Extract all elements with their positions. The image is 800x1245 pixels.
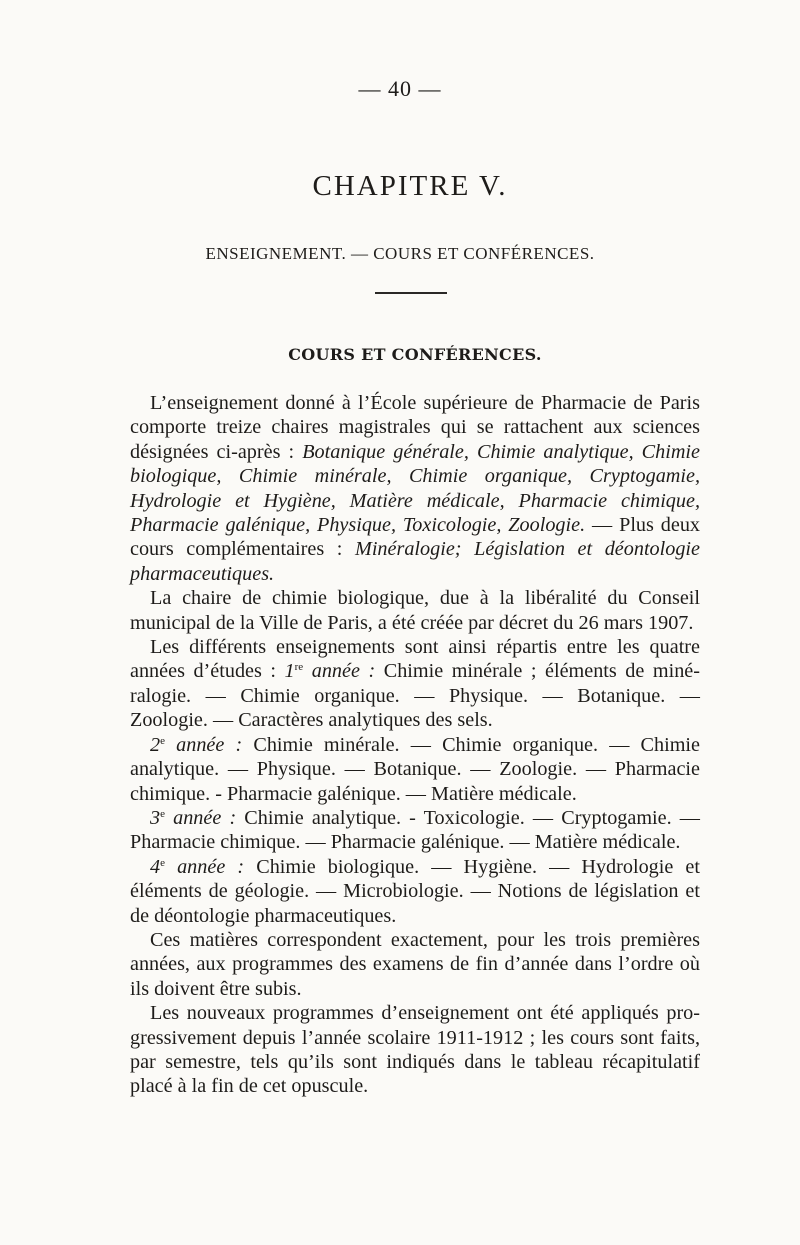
paragraph-second-year [130, 733, 700, 806]
paragraph-exams [130, 928, 700, 1001]
paragraph-third-year [130, 806, 700, 855]
year-courses: Chimie biologique. — Hygiène. — Hydrologie et éléments de géologie. — Microbiologie. — Notions de législation et de déontologie pharmaceutiques. [130, 855, 700, 927]
year-number: 4 [150, 855, 161, 878]
year-courses: Chimie minérale. — Chimie organique. — Chimie analytique. — Physique. — Botanique. — Zoologie. — Pharmacie chimique. - Pharmacie galénique. — Matière médicale. [130, 733, 700, 805]
paragraph-new-programs [130, 1001, 700, 1099]
body-text [130, 391, 700, 1099]
paragraph-text: Les différents enseignements sont ainsi répartis entre les quatre années d’études : [130, 636, 700, 683]
year-ordinal: e [160, 734, 165, 747]
year-number: 2 [150, 733, 161, 756]
section-title: COURS ET CONFÉRENCES. [288, 345, 542, 364]
chapter-title: CHAPITRE V. [312, 170, 508, 202]
year-number: 3 [150, 806, 161, 829]
year-ordinal: e [160, 807, 165, 820]
paragraph-text: Les nouveaux programmes d’enseignement ont été appliqués progressivement depuis l’année scolaire 1911-1912 ; les cours sont faits, par semestre, tels qu’ils sont indiqués dans le tableau récapitulatif placé à la fin de cet opuscule. [130, 1002, 700, 1098]
year-label: année : [303, 660, 376, 683]
page-number: — 40 — [358, 76, 442, 101]
chapter-subtitle: ENSEIGNEMENT. — COURS ET CONFÉRENCES. [205, 244, 595, 263]
paragraph-biochemistry-chair [130, 586, 700, 635]
paragraph-fourth-year [130, 855, 700, 928]
year-ordinal: e [160, 856, 165, 869]
section-divider [375, 292, 447, 294]
year-label: année : [164, 733, 243, 756]
year-number: 1 [284, 660, 295, 683]
paragraph-first-year [130, 635, 700, 733]
year-courses: Chimie analytique. - Toxicologie. — Cryptogamie. — Pharmacie chimique. — Pharmacie galénique. — Matière médicale. [130, 806, 700, 854]
year-ordinal: re [294, 661, 304, 674]
paragraph-text: L’enseignement donné à l’École supérieure de Pharmacie de Paris comporte treize chaires magistrales qui se rattachent aux sciences désignées ci-après : [130, 392, 700, 463]
paragraph-text: — Plus deux cours complémentaires : [130, 514, 701, 561]
complementary-courses: Minéralogie; Législation et déontologie pharmaceutiques. [130, 538, 701, 585]
year-courses: Chimie minérale ; éléments de minéralogie. — Chimie organique. — Physique. — Botanique. — Zoologie. — Caractères analytiques des sels. [130, 660, 700, 732]
year-label: année : [164, 855, 245, 878]
year-label: année : [164, 806, 237, 829]
paragraph-chairs [130, 391, 700, 586]
paragraph-text: Ces matières correspondent exactement, pour les trois premières années, aux programmes des examens de fin d’année dans l’ordre où ils doivent être subis. [130, 928, 700, 1000]
chairs-list: Botanique générale, Chimie analytique, Chimie biologique, Chimie minérale, Chimie organique, Cryptogamie, Hydrologie et Hygiène, Matière médicale, Pharmacie chimique, Pharmacie galénique, Physique, Toxicologie, Zoologie. [130, 440, 700, 537]
paragraph-text: La chaire de chimie biologique, due à la libéralité du Conseil municipal de la Ville de Paris, a été créée par décret du 26 mars 1907. [130, 587, 700, 634]
